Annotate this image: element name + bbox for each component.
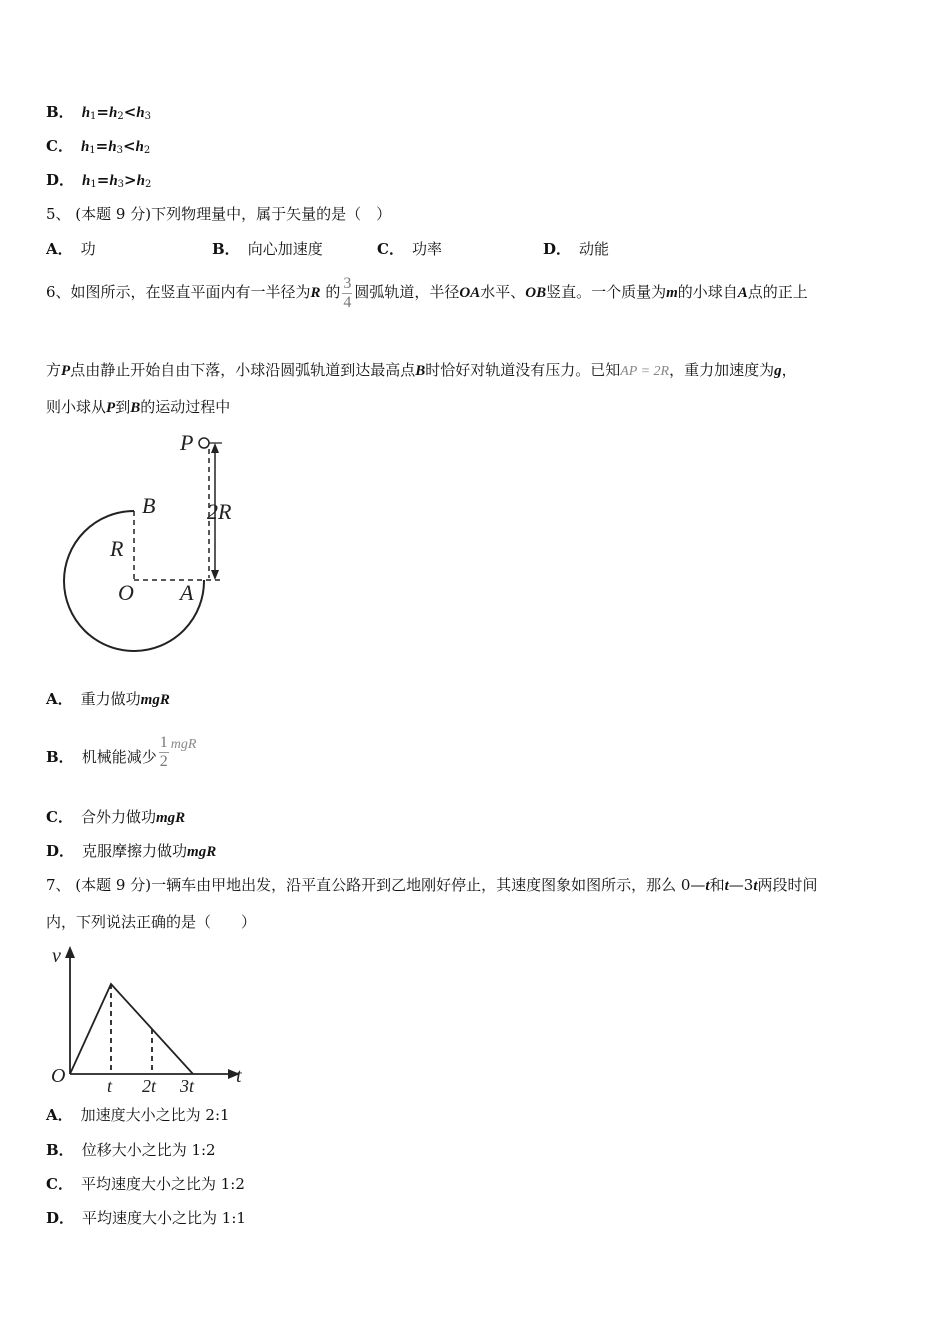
numerator: 1 xyxy=(159,733,168,751)
operator: > xyxy=(124,171,137,189)
q5-option-d xyxy=(543,238,609,259)
q5-option-a xyxy=(46,238,96,259)
var-h: h xyxy=(136,173,145,189)
v-axis-arrow xyxy=(65,946,75,958)
label-b: B xyxy=(142,493,156,518)
label-p: P xyxy=(180,430,194,455)
option-text: 向心加速度 xyxy=(247,240,323,258)
var-p: P xyxy=(61,363,71,379)
subscript: 2 xyxy=(117,111,124,122)
label-a: A xyxy=(180,580,194,605)
option-text: 平均速度大小之比为 1:2 xyxy=(80,1175,245,1193)
subscript: 1 xyxy=(90,179,97,190)
option-text: 克服摩擦力做功 xyxy=(82,842,188,860)
q6-option-b xyxy=(46,722,196,794)
var-m: m xyxy=(666,285,678,301)
q7-option-a xyxy=(46,1105,230,1125)
var-h: h xyxy=(108,139,117,155)
option-label: C． xyxy=(46,137,73,155)
numerator: 3 xyxy=(343,274,352,292)
option-text: 平均速度大小之比为 1:1 xyxy=(82,1209,246,1227)
text: 圆弧轨道，半径 xyxy=(354,283,460,301)
var-h: h xyxy=(81,105,91,121)
q7-option-d xyxy=(46,1208,246,1228)
tick-3t: 3t xyxy=(180,1076,195,1096)
text: 的 xyxy=(325,283,341,301)
option-text: 功 xyxy=(80,240,96,258)
text: 7、 (本题 9 分)一辆车由甲地出发，沿平直公路开到乙地刚好停止，其速度图象如图所示，那么 0— xyxy=(46,876,706,894)
option-label: D． xyxy=(543,240,572,258)
var-r: R xyxy=(310,285,321,301)
option-label: A． xyxy=(46,1106,73,1124)
option-text: 机械能减少 xyxy=(81,748,157,766)
subscript: 2 xyxy=(143,145,151,156)
q7-velocity-time-graph xyxy=(46,942,256,1097)
var-p: P xyxy=(106,400,116,416)
q6-stem-line1 xyxy=(46,272,808,332)
label-t-axis: t xyxy=(236,1065,242,1087)
q4-option-c xyxy=(46,136,150,161)
option-text: 功率 xyxy=(411,240,442,258)
subscript: 3 xyxy=(116,145,123,156)
velocity-line xyxy=(70,984,193,1074)
option-label: C． xyxy=(377,240,404,258)
q4-option-b xyxy=(46,102,151,127)
given-equation: AP = 2R xyxy=(620,364,670,379)
option-label: C． xyxy=(46,1175,73,1193)
label-o: O xyxy=(51,1065,66,1087)
denominator: 2 xyxy=(159,752,168,770)
q6-stem-line3 xyxy=(46,397,230,418)
option-label: D． xyxy=(46,171,75,189)
operator: < xyxy=(122,137,136,155)
math-mgr: mgR xyxy=(155,810,186,826)
q6-option-d xyxy=(46,841,216,862)
option-label: A． xyxy=(46,690,73,708)
option-label: C． xyxy=(46,808,73,826)
text: 方 xyxy=(46,361,62,379)
operator: = xyxy=(96,103,109,121)
text: 竖直。一个质量为 xyxy=(546,283,667,301)
var-a: A xyxy=(737,285,748,301)
q6-option-c xyxy=(46,807,185,828)
option-text: 加速度大小之比为 2:1 xyxy=(80,1106,230,1124)
var-h: h xyxy=(80,139,90,155)
text: 水平、 xyxy=(480,283,526,301)
var-ob: OB xyxy=(525,285,547,301)
arrow-down xyxy=(211,570,219,580)
text: ， xyxy=(781,361,797,379)
option-text: 合外力做功 xyxy=(80,808,156,826)
label-o: O xyxy=(118,580,134,605)
q5-option-c xyxy=(377,238,442,259)
arrow-up xyxy=(211,443,219,453)
text: 则小球从 xyxy=(46,398,107,416)
option-label: B． xyxy=(46,748,74,766)
text: 点的正上 xyxy=(747,283,808,301)
denominator: 4 xyxy=(343,293,352,311)
q5-stem: 5、 (本题 9 分)下列物理量中，属于矢量的是（ ） xyxy=(46,205,392,223)
option-label: A． xyxy=(46,240,73,258)
var-g: g xyxy=(774,363,782,379)
operator: = xyxy=(95,137,109,155)
var-h: h xyxy=(82,173,91,189)
var-b: B xyxy=(130,400,141,416)
label-r: R xyxy=(110,536,124,561)
label-2r: 2R xyxy=(207,499,232,524)
option-text: 动能 xyxy=(579,240,610,258)
text: ，重力加速度为 xyxy=(669,361,775,379)
fraction-three-quarters xyxy=(342,275,352,312)
option-label: B． xyxy=(212,240,240,258)
var-b: B xyxy=(415,363,426,379)
option-label: D． xyxy=(46,842,75,860)
subscript: 1 xyxy=(89,145,96,156)
q7-stem-line1 xyxy=(46,875,818,896)
text: 到 xyxy=(115,398,131,416)
text: 点由静止开始自由下落，小球沿圆弧轨道到达最高点 xyxy=(70,361,416,379)
tick-2t: 2t xyxy=(142,1076,157,1096)
ball-at-p xyxy=(199,438,209,448)
var-h: h xyxy=(109,173,118,189)
option-label: D． xyxy=(46,1209,75,1227)
math-mgr: mgR xyxy=(170,737,197,752)
text: 6、如图所示，在竖直平面内有一半径为 xyxy=(46,283,311,301)
subscript: 1 xyxy=(90,111,97,122)
option-label: B． xyxy=(46,1141,74,1159)
text: 和 xyxy=(709,876,725,894)
var-t: t xyxy=(705,878,710,894)
var-oa: OA xyxy=(459,285,481,301)
var-h: h xyxy=(136,105,145,121)
text: —3 xyxy=(728,876,754,894)
var-t: t xyxy=(753,878,758,894)
q7-option-b xyxy=(46,1140,216,1160)
q5-option-b xyxy=(212,238,323,259)
text: 两段时间 xyxy=(757,876,818,894)
math-mgr: mgR xyxy=(187,844,217,860)
option-label: B． xyxy=(46,103,74,121)
q6-option-a xyxy=(46,689,170,710)
text: 的小球自 xyxy=(677,283,738,301)
label-v: v xyxy=(52,945,61,967)
operator: = xyxy=(96,171,110,189)
var-h: h xyxy=(135,139,144,155)
option-text: 位移大小之比为 1:2 xyxy=(81,1141,216,1159)
text: 的运动过程中 xyxy=(140,398,231,416)
math-mgr: mgR xyxy=(140,692,170,708)
var-h: h xyxy=(108,105,118,121)
q7-stem-line2: 内，下列说法正确的是（ ） xyxy=(46,913,257,931)
q4-option-d xyxy=(46,170,151,195)
var-t: t xyxy=(724,878,729,894)
subscript: 2 xyxy=(144,179,152,190)
subscript: 3 xyxy=(117,179,125,190)
text: 时恰好对轨道没有压力。已知 xyxy=(425,361,621,379)
subscript: 3 xyxy=(144,111,151,122)
operator: < xyxy=(123,103,137,121)
fraction-one-half xyxy=(159,734,169,771)
tick-t: t xyxy=(107,1076,113,1096)
q7-option-c xyxy=(46,1174,245,1194)
q6-circular-track-figure xyxy=(50,425,250,660)
q6-stem-line2 xyxy=(46,360,797,382)
option-text: 重力做功 xyxy=(80,690,141,708)
